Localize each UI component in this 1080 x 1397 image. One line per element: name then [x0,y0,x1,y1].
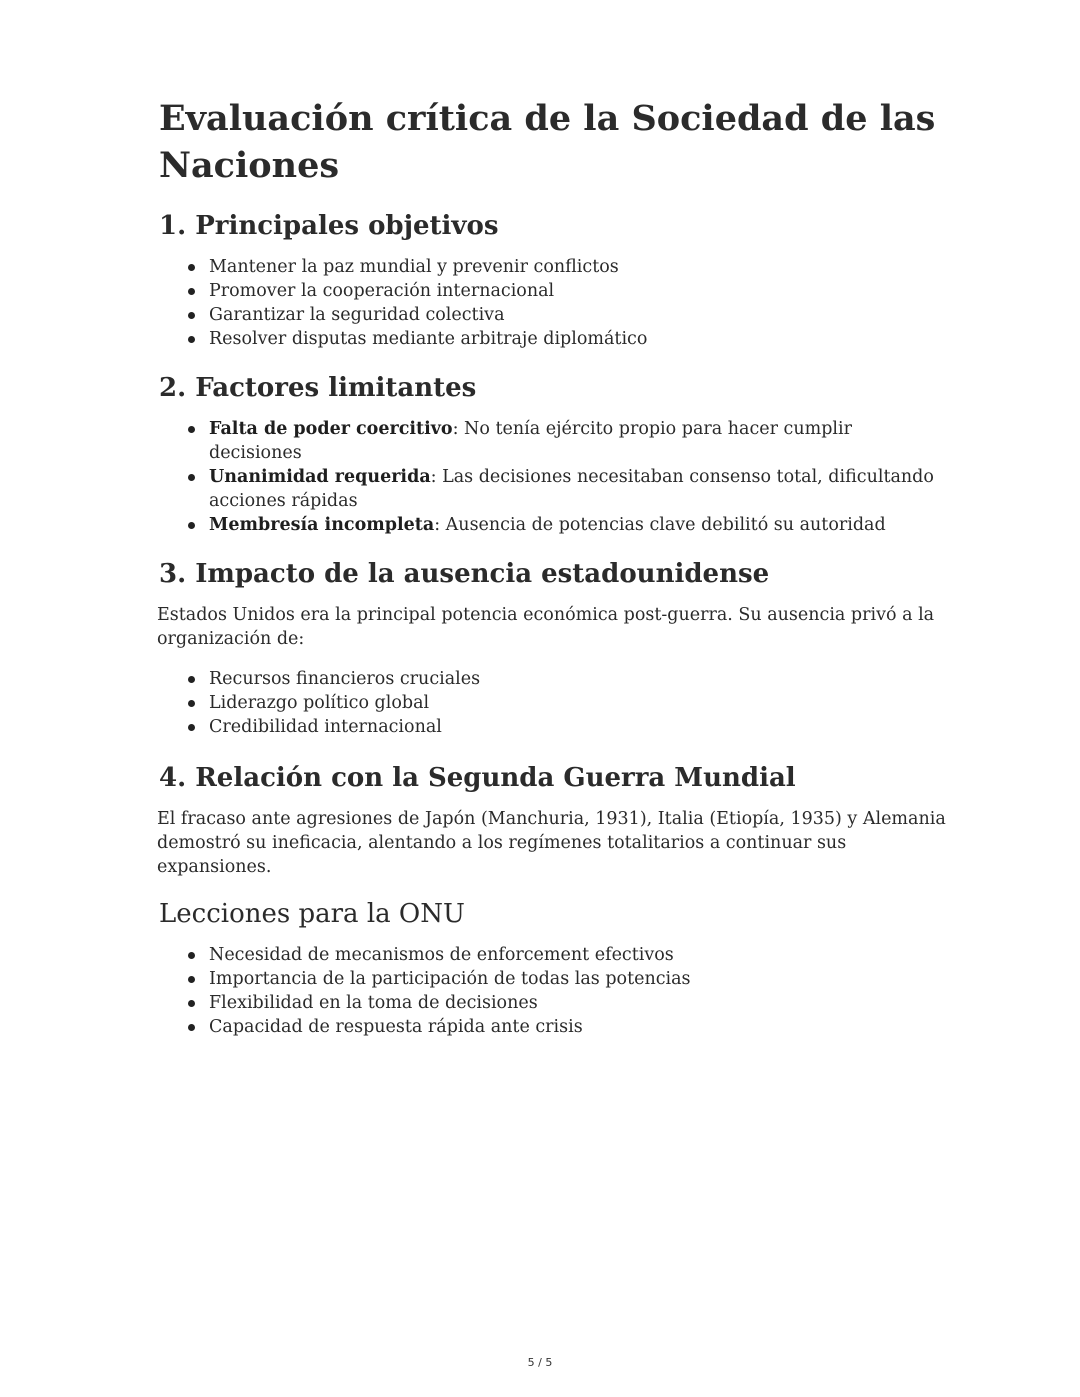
section-heading-objetivos: 1. Principales objetivos [159,211,499,241]
list-item-term: Falta de poder coercitivo [209,419,453,439]
list-item: Importancia de la participación de todas las potencias [157,967,947,991]
section-heading-relacion: 4. Relación con la Segunda Guerra Mundial [159,763,796,793]
list-item-text: : Ausencia de potencias clave debilitó su autoridad [434,515,886,535]
list-item: Mantener la paz mundial y prevenir conflictos [157,255,947,279]
lecciones-list [157,943,947,1039]
document-page [157,95,947,1039]
list-item: Liderazgo político global [157,691,947,715]
list-item: Necesidad de mecanismos de enforcement efectivos [157,943,947,967]
list-item-term: Unanimidad requerida [209,467,431,487]
factores-list [157,417,947,537]
impacto-list [157,667,947,739]
list-item: Capacidad de respuesta rápida ante crisis [157,1015,947,1039]
list-item: Promover la cooperación internacional [157,279,947,303]
page-number: 5 / 5 [527,1356,553,1369]
list-item-term: Membresía incompleta [209,515,435,535]
list-item [157,513,947,537]
list-item: Credibilidad internacional [157,715,947,739]
list-item [157,417,947,465]
relacion-paragraph: El fracaso ante agresiones de Japón (Manchuria, 1931), Italia (Etiopía, 1935) y Alemania demostró su ineficacia, alentando a los regímenes totalitarios a continuar sus expansiones. [157,809,946,877]
list-item-text: : Las decisiones necesitaban consenso total, dificultando acciones rápidas [209,467,934,511]
list-item [157,465,947,513]
list-item: Garantizar la seguridad colectiva [157,303,947,327]
section-heading-impacto: 3. Impacto de la ausencia estadounidense [159,559,770,589]
page-title: Evaluación crítica de la Sociedad de las Naciones [159,98,936,186]
list-item: Resolver disputas mediante arbitraje diplomático [157,327,947,351]
list-item: Flexibilidad en la toma de decisiones [157,991,947,1015]
section-heading-lecciones: Lecciones para la ONU [159,899,465,929]
list-item: Recursos financieros cruciales [157,667,947,691]
objetivos-list [157,255,947,351]
impacto-paragraph: Estados Unidos era la principal potencia económica post-guerra. Su ausencia privó a la organización de: [157,605,935,649]
list-item-text: : No tenía ejército propio para hacer cumplir decisiones [209,419,852,463]
section-heading-factores: 2. Factores limitantes [159,373,477,403]
